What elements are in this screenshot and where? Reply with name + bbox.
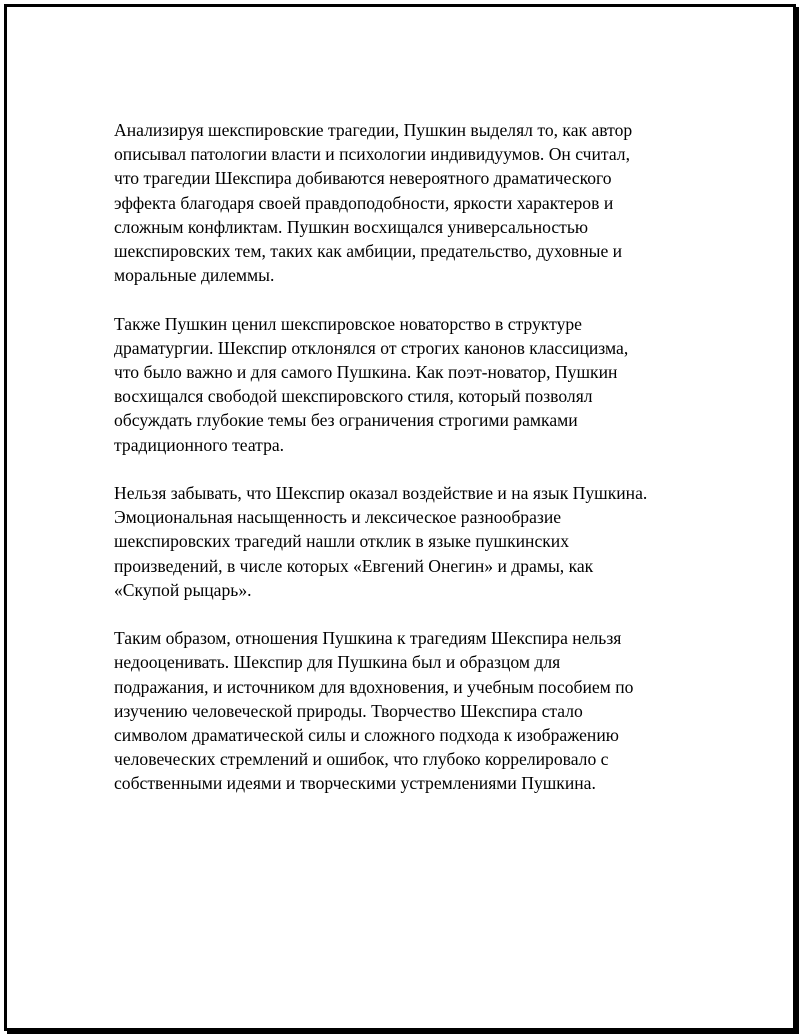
paragraph-1 (114, 118, 674, 287)
text-line: моральные дилеммы. (114, 265, 275, 286)
text-line: изучению человеческой природы. Творчество Шекспира стало (114, 700, 583, 721)
text-line: недооценивать. Шекспир для Пушкина был и образцом для (114, 652, 561, 673)
text-line: Также Пушкин ценил шекспировское новаторство в структуре (114, 313, 582, 334)
text-line: Нельзя забывать, что Шекспир оказал воздействие и на язык Пушкина. (114, 483, 648, 504)
text-line: символом драматической силы и сложного подхода к изображению (114, 725, 619, 746)
paragraph-2 (114, 312, 674, 457)
text-line: Эмоциональная насыщенность и лексическое разнообразие (114, 507, 562, 528)
text-line: «Скупой рыцарь». (114, 579, 252, 600)
text-line: обсуждать глубокие темы без ограничения строгими рамками (114, 410, 578, 431)
text-line: человеческих стремлений и ошибок, что глубоко коррелировало с (114, 749, 609, 770)
paragraph-3 (114, 481, 674, 602)
text-line: что трагедии Шекспира добиваются невероятного драматического (114, 168, 612, 189)
text-line: собственными идеями и творческими устремлениями Пушкина. (114, 773, 596, 794)
paragraph-4 (114, 626, 674, 795)
text-line: эффекта благодаря своей правдоподобности, яркости характеров и (114, 192, 614, 213)
text-line: шекспировских трагедий нашли отклик в языке пушкинских (114, 531, 570, 552)
text-line: подражания, и источником для вдохновения, и учебным пособием по (114, 676, 634, 697)
text-line: восхищался свободой шекспировского стиля, который позволял (114, 386, 593, 407)
text-line: произведений, в числе которых «Евгений Онегин» и драмы, как (114, 555, 594, 576)
document-body (114, 118, 674, 820)
text-line: шекспировских тем, таких как амбиции, предательство, духовные и (114, 241, 623, 262)
text-line: Анализируя шекспировские трагедии, Пушкин выделял то, как автор (114, 120, 633, 140)
text-line: описывал патологии власти и психологии индивидуумов. Он считал, (114, 144, 630, 165)
text-line: традиционного театра. (114, 434, 285, 455)
text-line: Таким образом, отношения Пушкина к трагедиям Шекспира нельзя (114, 628, 622, 649)
text-line: драматургии. Шекспир отклонялся от строгих канонов классицизма, (114, 337, 629, 358)
text-line: что было важно и для самого Пушкина. Как поэт-новатор, Пушкин (114, 362, 618, 383)
text-line: сложным конфликтам. Пушкин восхищался универсальностью (114, 216, 589, 237)
